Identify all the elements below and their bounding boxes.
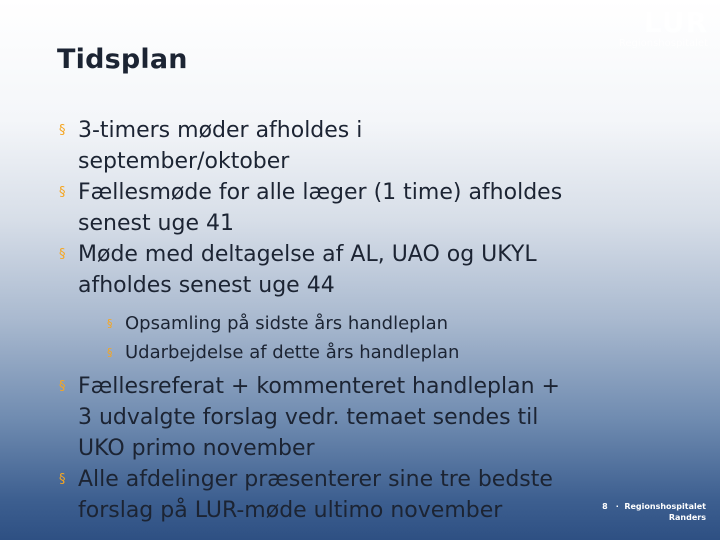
bullet-marker-icon: § xyxy=(59,379,66,394)
bullet-line: senest uge 41 xyxy=(78,211,234,236)
bullet-line: Fællesmøde for alle læger (1 time) afholdes xyxy=(78,180,563,205)
logo xyxy=(610,8,708,60)
footer-separator: · xyxy=(615,502,619,511)
bullet-line: Møde med deltagelse af AL, UAO og UKYL xyxy=(78,242,537,267)
logo-subtext: Regionshospitalet xyxy=(618,38,708,49)
bullet-line: september/oktober xyxy=(78,149,290,174)
bullet-item xyxy=(57,464,627,526)
bullet-marker-icon: § xyxy=(59,185,66,200)
bullet-line: UKO primo november xyxy=(78,436,315,461)
bullet-line: afholdes senest uge 44 xyxy=(78,273,335,298)
bullet-line: forslag på LUR-møde ultimo november xyxy=(78,498,503,523)
bullet-line: 3 udvalgte forslag vedr. temaet sendes til xyxy=(78,405,539,430)
bullet-line: Alle afdelinger præsenterer sine tre bedste xyxy=(78,467,553,492)
bullet-item xyxy=(57,371,627,464)
sub-bullet-marker-icon: § xyxy=(107,346,113,359)
bullet-line: Fællesreferat + kommenteret handleplan + xyxy=(78,374,560,399)
sub-bullet-marker-icon: § xyxy=(107,317,113,330)
footer-org: Regionshospitalet xyxy=(624,502,706,511)
sub-bullet-text: Udarbejdelse af dette års handleplan xyxy=(125,342,460,363)
logo-mark: LUR xyxy=(643,6,708,39)
sub-bullet-text: Opsamling på sidste års handleplan xyxy=(125,313,449,334)
footer-org-city: Randers xyxy=(668,513,706,522)
bullet-item xyxy=(57,177,627,239)
bullet-item xyxy=(57,115,627,177)
page-number: 8 xyxy=(602,502,608,511)
sub-bullet-item xyxy=(105,338,627,367)
bullet-marker-icon: § xyxy=(59,247,66,262)
bullet-marker-icon: § xyxy=(59,123,66,138)
slide-title: Tidsplan xyxy=(57,44,188,75)
footer-line xyxy=(602,501,706,512)
slide-content xyxy=(57,115,627,526)
bullet-item xyxy=(57,239,627,301)
slide-footer xyxy=(602,501,706,523)
bullet-line: 3-timers møder afholdes i xyxy=(78,118,363,143)
bullet-marker-icon: § xyxy=(59,472,66,487)
sub-bullet-list xyxy=(105,309,627,367)
sub-bullet-item xyxy=(105,309,627,338)
